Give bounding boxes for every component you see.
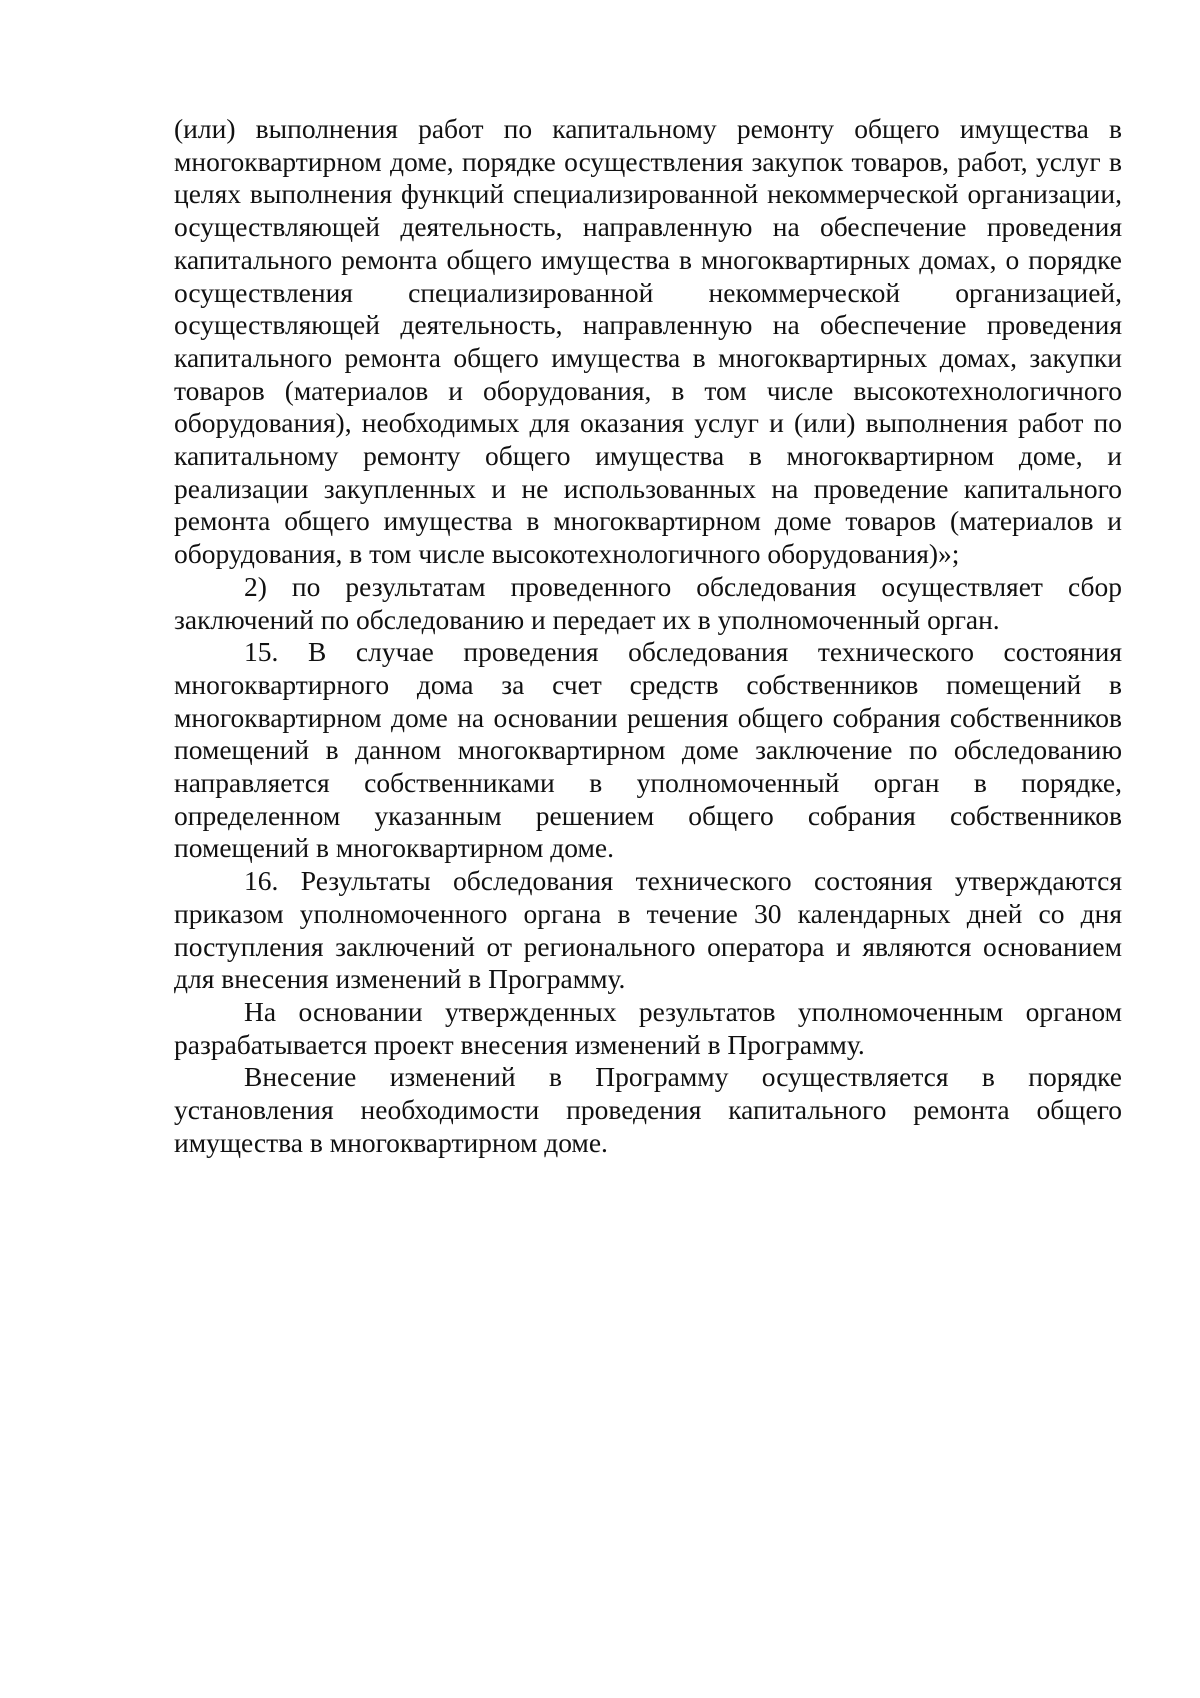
paragraph-item-2: 2) по результатам проведенного обследования осуществляет сбор заключений по обследованию и передает их в уполномоченный орган. — [174, 570, 1122, 635]
paragraph-clause-16: 16. Результаты обследования технического состояния утверждаются приказом уполномоченного органа в течение 30 календарных дней со дня поступления заключений от регионального оператора и являются основанием для внесения изменений в Программу. — [174, 865, 1122, 995]
paragraph-project-development: На основании утвержденных результатов уполномоченным органом разрабатывается проект внесения изменений в Программу. — [174, 995, 1122, 1060]
paragraph-continuation: (или) выполнения работ по капитальному ремонту общего имущества в многоквартирном доме, порядке осуществления закупок товаров, работ, услуг в целях выполнения функций специализированной некоммерческой организации, осуществляющей деятельность, направленную на обеспечение проведения капитального ремонта общего имущества в многоквартирных домах, о порядке осуществления специализированной некоммерческой организацией, осуществляющей деятельность, направленную на обеспечение проведения капитального ремонта общего имущества в многоквартирных домах, закупки товаров (материалов и оборудования, в том числе высокотехнологичного оборудования), необходимых для оказания услуг и (или) выполнения работ по капитальному ремонту общего имущества в многоквартирном доме, и реализации закупленных и не использованных на проведение капитального ремонта общего имущества в многоквартирном доме товаров (материалов и оборудования, в том числе высокотехнологичного оборудования)»; — [174, 113, 1122, 570]
paragraph-program-amendment: Внесение изменений в Программу осуществляется в порядке установления необходимости проведения капитального ремонта общего имущества в многоквартирном доме. — [174, 1061, 1122, 1158]
document-body — [174, 113, 1122, 1160]
paragraph-clause-15: 15. В случае проведения обследования технического состояния многоквартирного дома за счет средств собственников помещений в многоквартирном доме на основании решения общего собрания собственников помещений в данном многоквартирном доме заключение по обследованию направляется собственниками в уполномоченный орган в порядке, определенном указанным решением общего собрания собственников помещений в многоквартирном доме. — [174, 636, 1122, 864]
